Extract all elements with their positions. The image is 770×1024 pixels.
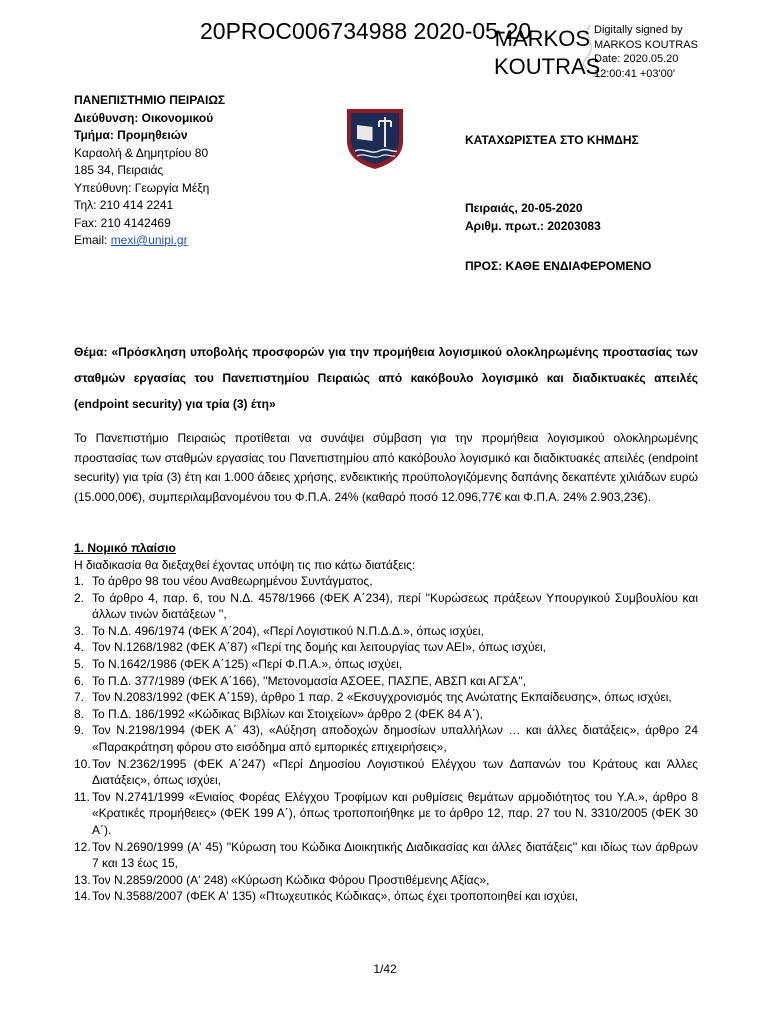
document-id: 20PROC006734988 2020-05-20 — [200, 18, 532, 44]
recipient-line: ΠΡΟΣ: ΚΑΘΕ ΕΝΔΙΑΦΕΡΟΜΕΝΟ — [465, 259, 652, 273]
sender-address-line1: Καραολή & Δημητρίου 80 — [74, 145, 209, 160]
legal-provision-text: Τον Ν.1268/1982 (ΦΕΚ Α΄87) «Περί της δομής και λειτουργίας των ΑΕΙ», όπως ισχύει, — [92, 640, 546, 655]
signer-last-name: KOUTRAS — [494, 54, 601, 79]
legal-provision-item — [74, 689, 698, 706]
date-block — [465, 199, 601, 235]
sender-address-line2: 185 34, Πειραιάς — [74, 163, 164, 177]
legal-provision-text: Τον Ν.2198/1994 (ΦΕΚ Α΄ 43), «Αύξηση αποδοχών δημοσίων υπαλλήλων … και άλλες διατάξεις», άρθρο 24 «Παρακράτηση φόρου στο εισόδημα από εμπορικές επιχειρήσεις», — [92, 723, 698, 754]
sender-email-link[interactable]: mexi@unipi.gr — [110, 233, 188, 247]
legal-provisions-list — [74, 573, 698, 905]
page-number: 1/42 — [373, 962, 397, 976]
subject-paragraph: Θέμα: «Πρόσκληση υποβολής προσφορών για την προμήθεια λογισμικού ολοκληρωμένης προστασίας των σταθμών εργασίας του Πανεπιστημίου Πειραιώς από κακόβουλο λογισμικό και διαδικτυακές απειλές (endpoint security) για τρία (3) έτη» — [74, 345, 698, 411]
legal-provision-item — [74, 789, 698, 839]
legal-provision-item — [74, 673, 698, 690]
legal-provision-item — [74, 756, 698, 789]
legal-provision-item — [74, 656, 698, 673]
signer-name — [494, 25, 601, 81]
legal-provision-text: Το Π.Δ. 377/1989 (ΦΕΚ Α΄166), ''Μετονομασία ΑΣΟΕΕ, ΠΑΣΠΕ, ΑΒΣΠ και ΑΓΣΑ'', — [92, 673, 527, 688]
legal-provision-text: Τον Ν.2859/2000 (Α' 248) «Κύρωση Κώδικα Φόρου Προστιθέμενης Αξίας», — [92, 872, 490, 887]
legal-provision-item — [74, 639, 698, 656]
legal-provision-number: 7. — [74, 690, 85, 705]
legal-provision-text: Τον Ν.2083/1992 (ΦΕΚ Α΄159), άρθρο 1 παρ. 2 «Εκσυγχρονισμός της Ανώτατης Εκπαίδευσης», όπως ισχύει, — [92, 690, 672, 705]
section-1-intro: Η διαδικασία θα διεξαχθεί έχοντας υπόψη τις πιο κάτω διατάξεις: — [74, 558, 416, 572]
legal-provision-number: 1. — [74, 574, 85, 588]
signature-details: Digitally signed by MARKOS KOUTRAS Date: 2020.05.20 12:00:41 +03'00' — [594, 24, 698, 80]
legal-provision-item — [74, 888, 698, 905]
legal-provision-number: 2. — [74, 590, 85, 605]
date-line: Πειραιάς, 20-05-2020 — [465, 201, 583, 215]
signer-first-name: MARKOS — [494, 26, 590, 51]
legal-provision-number: 14. — [74, 889, 91, 904]
sender-phone: Τηλ: 210 414 2241 — [74, 198, 174, 212]
sender-org: ΠΑΝΕΠΙΣΤΗΜΙΟ ΠΕΙΡΑΙΩΣ — [74, 93, 226, 107]
legal-provision-item — [74, 839, 698, 872]
legal-provision-item — [74, 722, 698, 755]
legal-provision-text: Το Ν.Δ. 496/1974 (ΦΕΚ Α΄204), «Περί Λογιστικού Ν.Π.Δ.Δ.», όπως ισχύει, — [92, 623, 484, 638]
sender-email-label: Email: — [74, 233, 111, 247]
sender-dept: Διεύθυνση: Οικονομικού — [74, 110, 214, 125]
sender-section: Τμήμα: Προμηθειών — [74, 128, 188, 142]
legal-provision-text: Τον Ν.2741/1999 «Ενιαίος Φορέας Ελέγχου Τροφίμων και ρυθμίσεις θεμάτων αρμοδιότητος του Υ.Α.», άρθρο 8 «Κρατικές προμήθειες» (ΦΕΚ 199 Α΄), όπως τροποποιήθηκε με το άρθρο 12, παρ. 27 του Ν. 3310/2005 (ΦΕΚ 30 Α΄). — [92, 789, 698, 837]
legal-provision-item — [74, 706, 698, 723]
legal-provision-number: 4. — [74, 640, 85, 655]
sender-block — [74, 92, 225, 250]
legal-provision-number: 11. — [74, 789, 90, 804]
section-1-title: 1. Νομικό πλαίσιο — [74, 541, 176, 555]
legal-provision-item — [74, 872, 698, 889]
legal-provision-text: Το Π.Δ. 186/1992 «Κώδικας Βιβλίων και Στοιχείων» άρθρο 2 (ΦΕΚ 84 Α΄), — [92, 706, 483, 721]
legal-provision-text: Τον Ν.3588/2007 (ΦΕΚ Α' 135) «Πτωχευτικός Κώδικας», όπως έχει τροποποιηθεί και ισχύει, — [92, 889, 579, 904]
legal-provision-number: 12. — [74, 839, 91, 854]
legal-provision-text: Τον Ν.2362/1995 (ΦΕΚ Α΄247) «Περί Δημοσίου Λογιστικού Ελέγχου των Δαπανών του Κράτους και Άλλες Διατάξεις», όπως ισχύει, — [92, 756, 698, 788]
legal-provision-item — [74, 590, 698, 623]
university-crest-icon — [343, 107, 407, 171]
legal-provision-item — [74, 623, 698, 640]
legal-provision-number: 5. — [74, 656, 85, 671]
legal-provision-item — [74, 573, 698, 590]
sender-email-row — [74, 232, 225, 250]
intro-paragraph: Το Πανεπιστήμιο Πειραιώς προτίθεται να συνάψει σύμβαση για την προμήθεια λογισμικού ολοκληρωμένης προστασίας των σταθμών εργασίας του Πανεπιστημίου από κακόβουλο λογισμικό και διαδικτυακές απειλές (endpoint security) για τρία (3) έτη και 1.000 άδειες χρήσης, ενδεικτικής προϋπολογιζόμενης δαπάνης δεκαπέντε χιλιάδων ευρώ (15.000,00€), συμπεριλαμβανομένου του Φ.Π.Α. 24% (καθαρό ποσό 12.096,77€ και Φ.Π.Α. 24% 2.903,23€). — [74, 431, 698, 504]
legal-provision-number: 9. — [74, 723, 85, 738]
legal-provision-text: Το άρθρο 98 του νέου Αναθεωρημένου Συντάγματος, — [92, 574, 373, 588]
sender-contact: Υπεύθυνη: Γεωργία Μέξη — [74, 180, 210, 195]
legal-provision-number: 13. — [74, 872, 91, 887]
legal-provision-number: 10. — [74, 756, 91, 771]
registry-note: ΚΑΤΑΧΩΡΙΣΤΕΑ ΣΤΟ ΚΗΜΔΗΣ — [465, 133, 639, 147]
protocol-number: Αριθμ. πρωτ.: 20203083 — [465, 219, 601, 233]
legal-provision-number: 8. — [74, 706, 85, 721]
legal-provision-number: 3. — [74, 623, 85, 638]
legal-provision-text: Το Ν.1642/1986 (ΦΕΚ Α΄125) «Περί Φ.Π.Α.», όπως ισχύει, — [92, 656, 403, 671]
legal-provision-text: Το άρθρο 4, παρ. 6, του Ν.Δ. 4578/1966 (ΦΕΚ Α΄234), περί ''Κυρώσεως πράξεων Υπουργικού Συμβουλίου και άλλων τινών διατάξεων '', — [92, 590, 698, 622]
legal-provision-number: 6. — [74, 673, 85, 688]
legal-provision-text: Τον Ν.2690/1999 (Α' 45) ''Κύρωση του Κώδικα Διοικητικής Διαδικασίας και άλλες διατάξεις'' και ιδίως των άρθρων 7 και 13 έως 15, — [92, 839, 698, 871]
sender-fax: Fax: 210 4142469 — [74, 215, 171, 230]
